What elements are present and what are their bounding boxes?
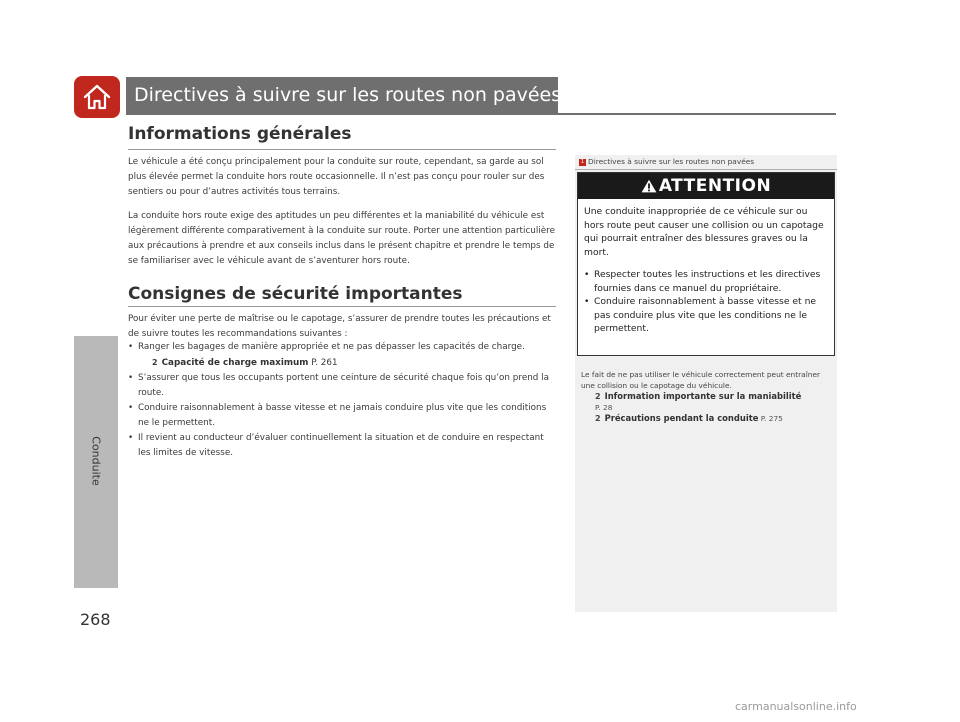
safety-list [128,340,556,461]
side-panel-header-text: Directives à suivre sur les routes non pavées [588,157,755,166]
xref-label: Capacité de charge maximum [161,358,309,368]
warning-body [578,199,834,336]
warning-box [577,172,835,356]
bullet-icon: • [128,342,134,352]
warning-triangle-icon [641,179,657,193]
bullet-icon: • [584,269,590,280]
xref-label: Information importante sur la maniabilité [604,391,802,401]
list-item [128,401,556,431]
side-panel-header [575,155,837,169]
xref-arrow-icon: 2 [152,358,158,367]
warning-title: ATTENTION [658,176,772,196]
xref-arrow-icon: 2 [595,392,601,401]
xref-arrow-icon: 2 [595,414,601,423]
warning-item-text: Respecter toutes les instructions et les directives fournies dans ce manuel du propriétaire. [594,269,821,294]
warning-intro: Une conduite inappropriée de ce véhicule sur ou hors route peut causer une collision ou un capotage qui pourrait entraîner des blessures graves ou la mort. [584,206,824,258]
heading-safety: Consignes de sécurité importantes [128,284,463,304]
bullet-icon: • [584,296,590,307]
chapter-tab-label: Conduite [89,436,103,486]
list-item [584,268,828,295]
xref-label: Précautions pendant la conduite [604,413,759,423]
side-panel-note [581,369,831,424]
warning-header [578,173,834,199]
home-icon [82,83,112,111]
list-item [128,371,556,401]
list-item-text: Conduire raisonnablement à basse vitesse et ne jamais conduire plus vite que les conditions ne le permettent. [138,403,547,428]
bullet-icon: • [128,433,134,443]
list-item-text: S’assurer que tous les occupants portent une ceinture de sécurité chaque fois qu’on prend la route. [138,373,550,398]
page-number: 268 [80,610,111,629]
heading-rule [128,149,556,150]
heading-rule [128,306,556,307]
paragraph-safety-intro: Pour éviter une perte de maîtrise ou le capotage, s’assurer de prendre toutes les précautions et de suivre toutes les recommandations suivantes : [128,314,551,339]
section-rule [126,113,836,115]
xref-link[interactable] [138,355,556,371]
list-item [584,295,828,336]
list-item-text: Il revient au conducteur d’évaluer continuellement la situation et de conduire en respectant les limites de vitesse. [138,433,544,458]
paragraph-general-2: La conduite hors route exige des aptitudes un peu différentes et la maniabilité du véhicule est légèrement différente comparativement à la conduite sur route. Porter une attention particulière aux précautions à prendre et aux conseils inclus dans le présent chapitre et prendre le temps de se familiariser avec le véhicule avant de s’aventurer hors route. [128,211,556,266]
xref-page: P. 28 [595,403,613,412]
xref-link[interactable] [581,391,831,413]
list-item-text: Ranger les bagages de manière appropriée et ne pas dépasser les capacités de charge. [138,342,525,352]
xref-page: P. 275 [760,414,783,423]
bullet-icon: • [128,373,134,383]
home-button[interactable] [74,76,120,118]
watermark: carmanualsonline.info [735,700,857,713]
list-item [128,431,556,461]
warning-item-text: Conduire raisonnablement à basse vitesse et ne pas conduire plus vite que les conditions ne le permettent. [594,296,817,334]
warning-list [584,268,828,336]
side-panel-rule [575,169,837,170]
bullet-icon: • [128,403,134,413]
xref-page: P. 261 [311,358,338,368]
xref-link[interactable] [581,413,831,424]
note-text: Le fait de ne pas utiliser le véhicule correctement peut entraîner une collision ou le capotage du véhicule. [581,370,821,390]
list-item [128,340,556,371]
heading-general-info: Informations générales [128,124,352,144]
section-title: Directives à suivre sur les routes non pavées [126,77,558,113]
paragraph-general-1: Le véhicule a été conçu principalement pour la conduite sur route, cependant, sa garde au sol plus élevée permet la conduite hors route occasionnelle. Il n’est pas conçu pour rouler sur des sentiers ou pour d’autres activités tous terrains. [128,157,545,197]
note-marker-icon: 1 [580,158,585,165]
